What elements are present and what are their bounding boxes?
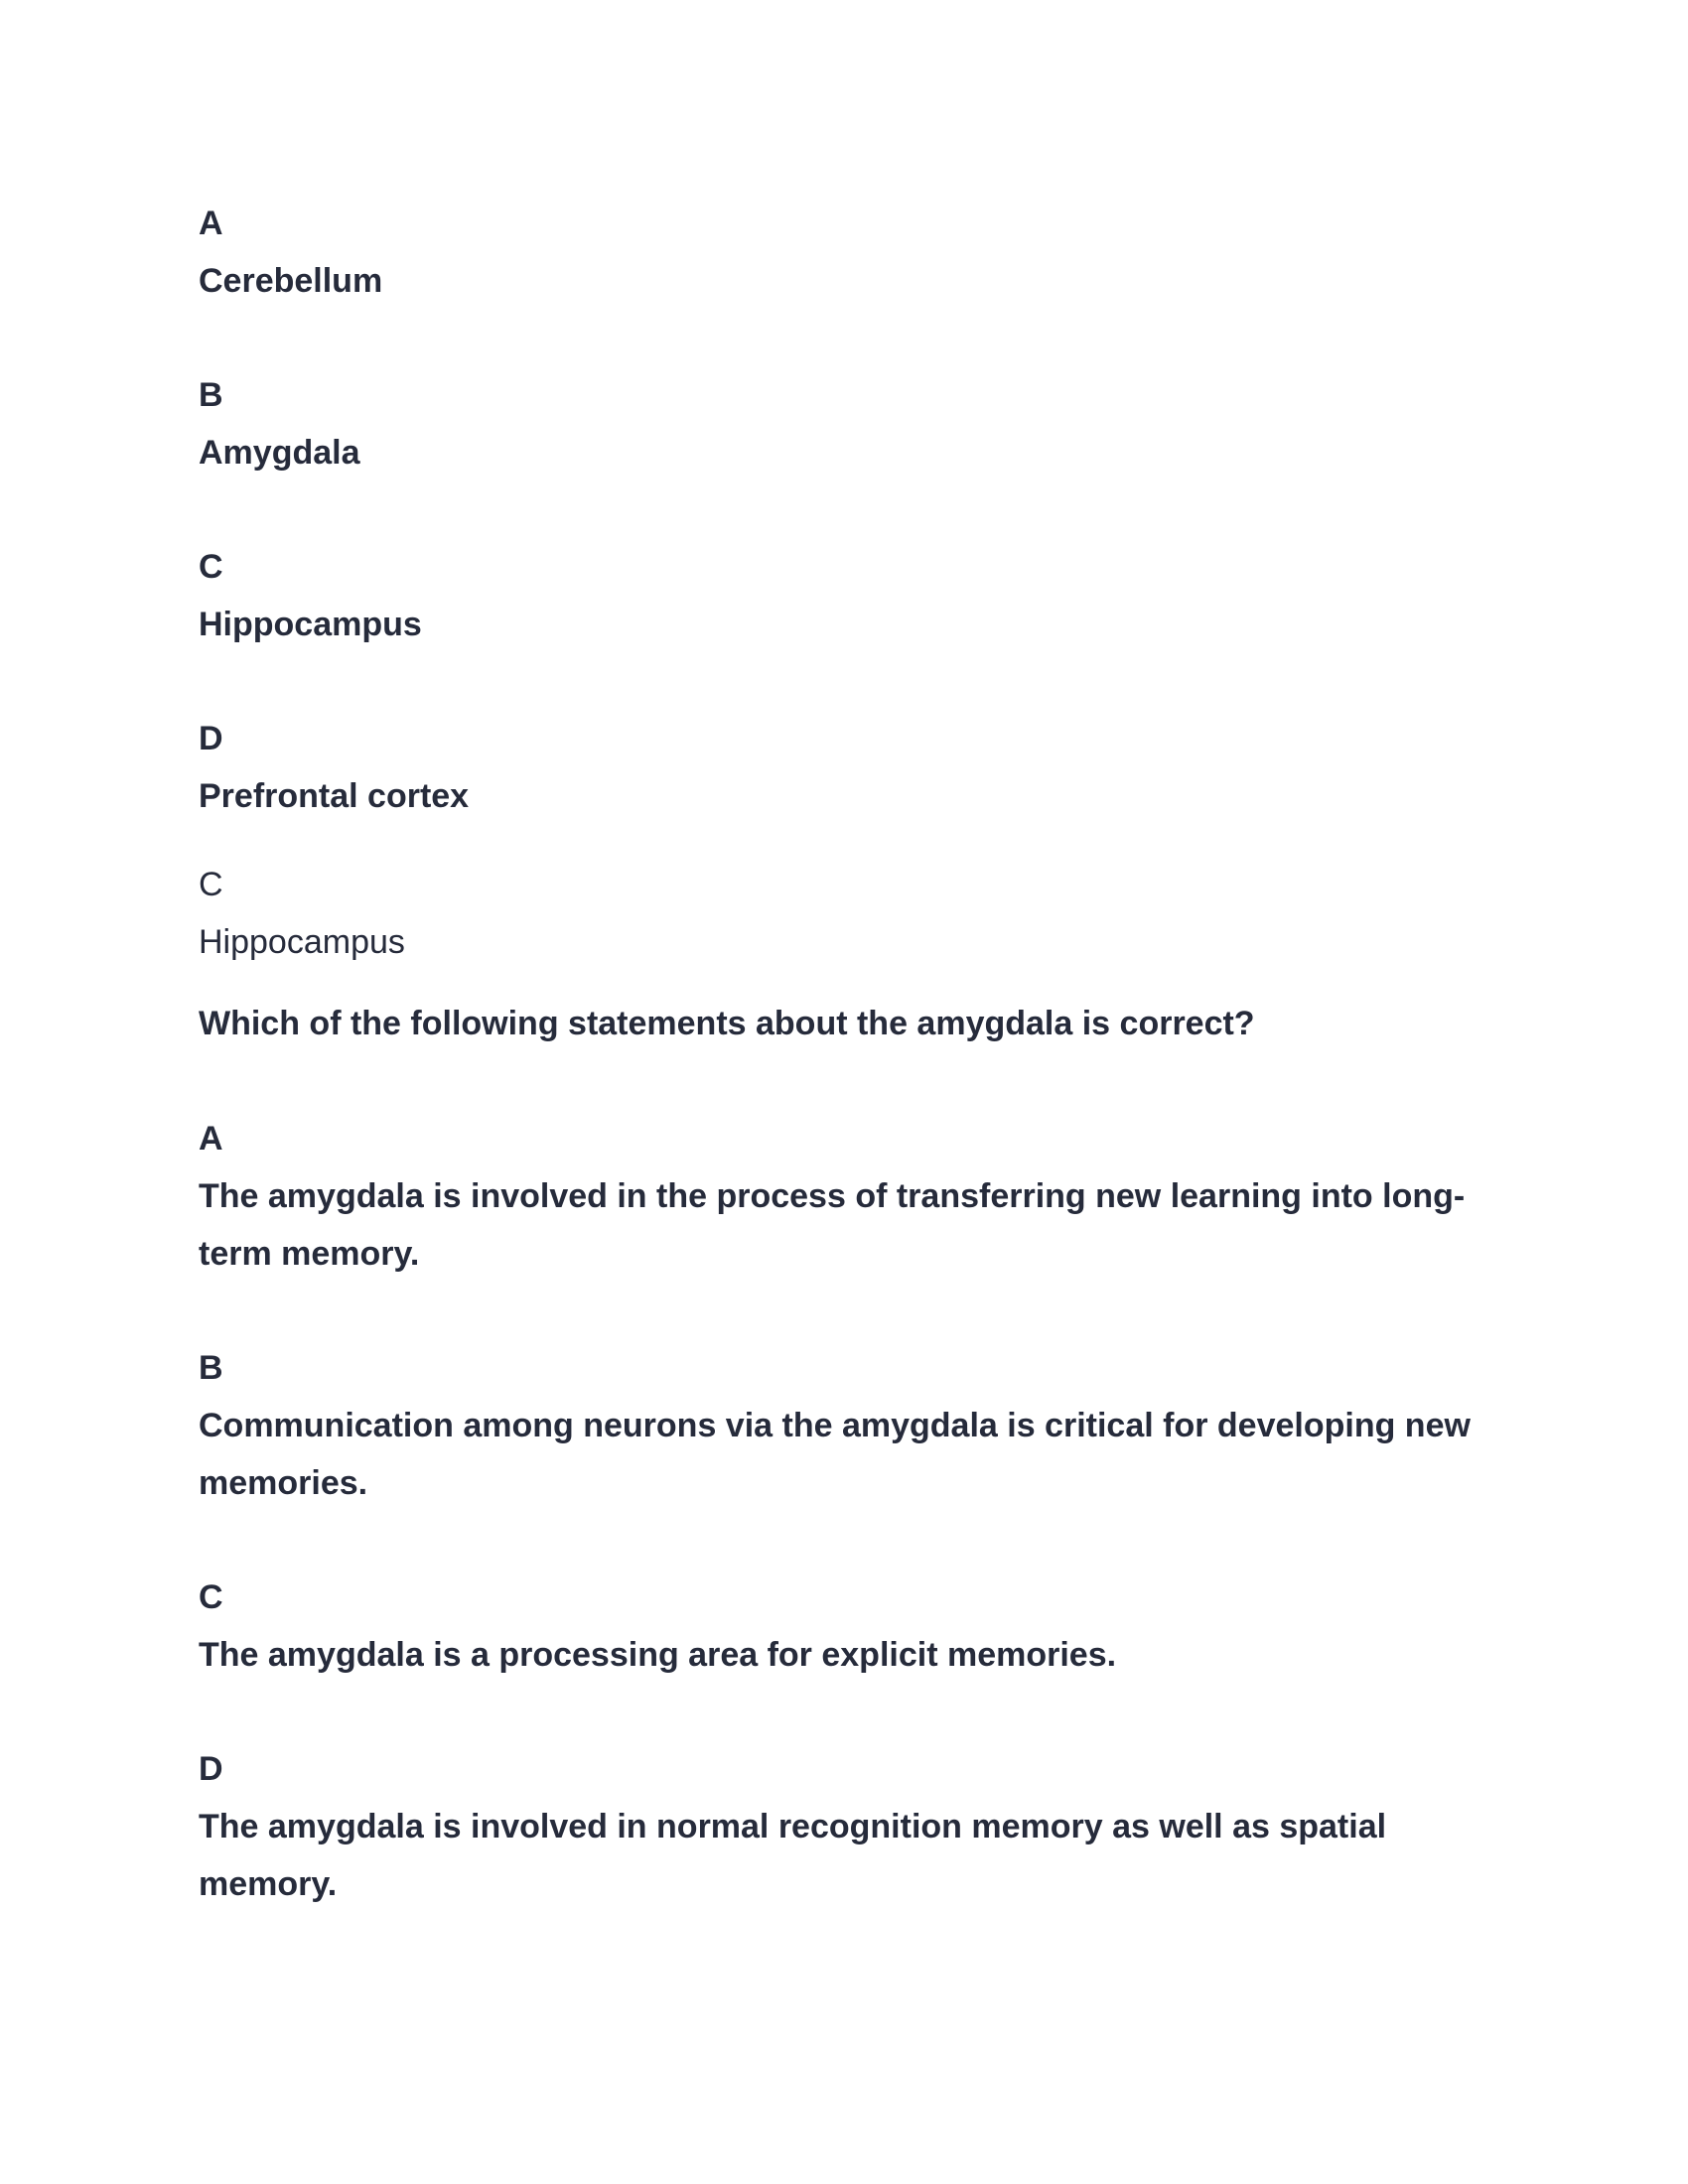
option-text: The amygdala is a processing area for explicit memories. <box>199 1636 1117 1674</box>
option-letter: C <box>199 548 223 586</box>
q2-option-b <box>199 1339 1479 1569</box>
option-letter: A <box>199 1120 223 1158</box>
option-text: The amygdala is involved in normal recognition memory as well as spatial memory. <box>199 1808 1387 1903</box>
answer-letter: C <box>199 866 223 903</box>
q2-prompt: Which of the following statements about the amygdala is correct? <box>199 1005 1255 1042</box>
q2-option-c <box>199 1569 1479 1740</box>
q1-answer <box>199 856 1479 995</box>
q2-option-a <box>199 1110 1479 1339</box>
option-text: Prefrontal cortex <box>199 777 470 815</box>
option-text: Hippocampus <box>199 606 422 643</box>
q1-option-a <box>199 195 1479 366</box>
answer-text: Hippocampus <box>199 923 405 961</box>
option-letter: A <box>199 205 223 242</box>
option-letter: B <box>199 376 223 414</box>
option-text: Communication among neurons via the amygdala is critical for developing new memories. <box>199 1407 1471 1502</box>
option-text: The amygdala is involved in the process of transferring new learning into long-term memory. <box>199 1177 1466 1273</box>
option-letter: C <box>199 1578 223 1616</box>
q1-option-c <box>199 538 1479 710</box>
q2-option-d <box>199 1740 1479 1913</box>
option-letter: D <box>199 1750 223 1788</box>
q1-option-d <box>199 710 1479 856</box>
option-text: Cerebellum <box>199 262 383 300</box>
option-letter: D <box>199 720 223 757</box>
option-letter: B <box>199 1349 223 1387</box>
document-content <box>199 195 1479 1913</box>
q1-option-b <box>199 366 1479 538</box>
option-text: Amygdala <box>199 434 360 472</box>
